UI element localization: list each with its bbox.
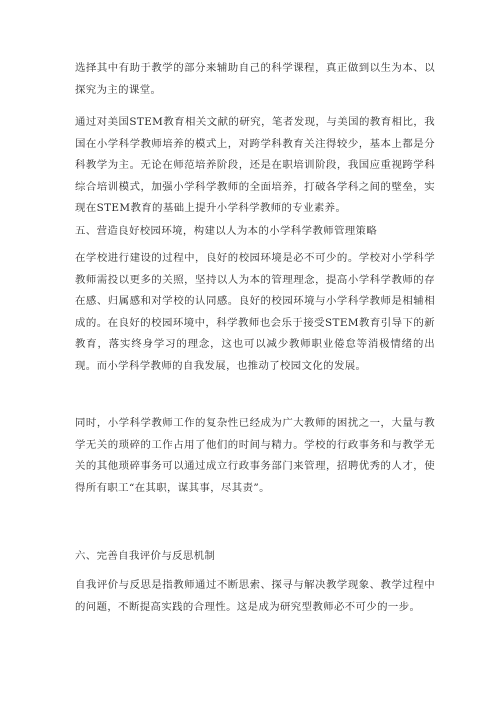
section-heading-five: 五、营造良好校园环境，构建以人为本的小学科学教师管理策略 (75, 225, 378, 237)
paragraph-campus-environment: 在学校进行建设的过程中，良好的校园环境是必不可少的。学校对小学科学教师需投以更多的关照，坚持以人为本的管理理念，提高小学科学教师的存在感、归属感和对学校的认同感。良好的校园环境与小学科学教师是相辅相成的。在良好的校园环境中，科学教师也会乐于接受STEM教育引导下的新教育，落实终身学习的理念，这也可以减少教师职业倦怠等消极情绪的出现。而小学科学教师的自我发展，也推动了校园文化的发展。 (75, 252, 435, 372)
paragraph-workload: 同时，小学科学教师工作的复杂性已经成为广大教师的困扰之一，大量与教学无关的琐碎的工作占用了他们的时间与精力。学校的行政事务和与教学无关的其他琐碎事务可以通过成立行政事务部门来管理，招聘优秀的人才，使得所有职工“在其职，谋其事，尽其责”。 (75, 417, 435, 494)
paragraph-intro: 选择其中有助于教学的部分来辅助自己的科学课程，真正做到以生为本、以探究为主的课堂。 (75, 62, 435, 96)
paragraph-stem-research: 通过对美国STEM教育相关文献的研究，笔者发现，与美国的教育相比，我国在小学科学教师培养的模式上，对跨学科教育关注得较少，基本上都是分科教学为主。无论在师范培养阶段，还是在职培训阶段，我国应重视跨学科综合培训模式，加强小学科学教师的全面培养，打破各学科之间的壁垒，实现在STEM教育的基础上提升小学科学教师的专业素养。 (75, 116, 435, 214)
section-heading-six: 六、完善自我评价与反思机制 (75, 550, 216, 562)
paragraph-self-evaluation: 自我评价与反思是指教师通过不断思索、探寻与解决教学现象、教学过程中的问题，不断提高实践的合理性。这是成为研究型教师必不可少的一步。 (75, 579, 435, 613)
